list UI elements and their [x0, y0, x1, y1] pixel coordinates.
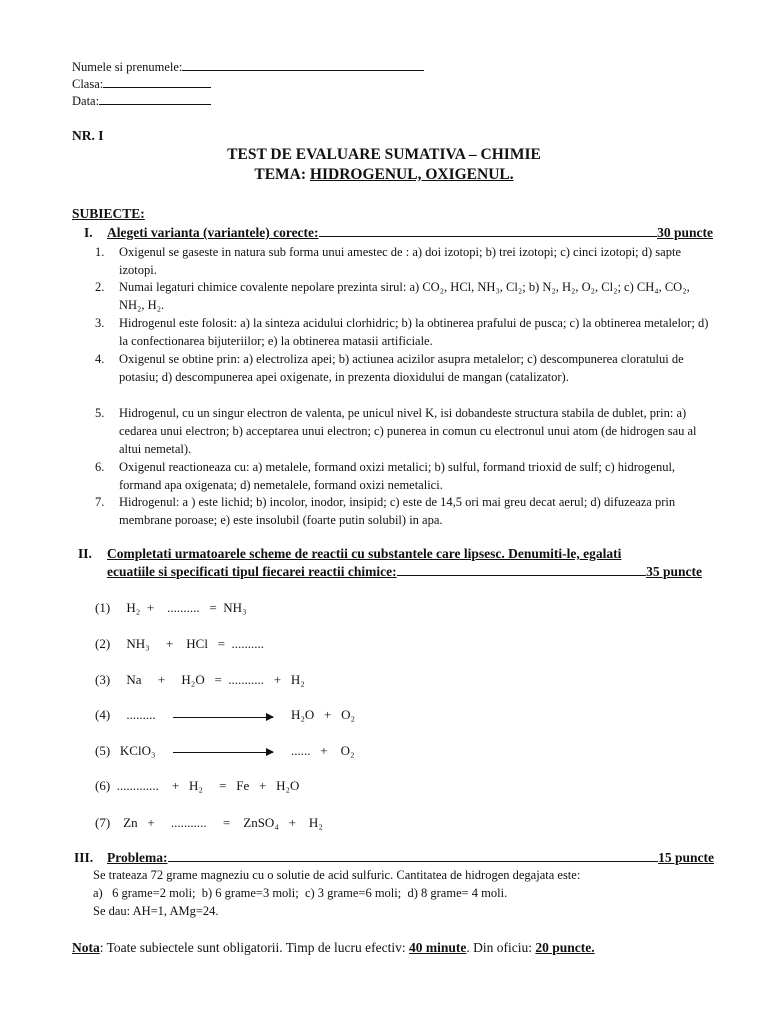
question-text: Oxigenul se gaseste in natura sub forma unui amestec de : a) doi izotopi; b) trei izotopi; c) cinci izotopi; d) sapte izotopi.: [119, 245, 681, 277]
equation-6: (6) ............. + H₂ = Fe + H₂O: [95, 778, 300, 793]
class-field: [72, 75, 211, 92]
equation-7: (7) Zn + ........... = ZnSO₄ + H₂: [95, 815, 323, 830]
section2-title-line1: Completati urmatoarele scheme de reactii cu substantele care lipsesc. Denumiti-le, egalati: [107, 546, 622, 561]
question-text: Oxigenul reactioneaza cu: a) metalele, formand oxizi metalici; b) sulful, formand trioxid de sulf; c) hidrogenul, formand apa oxigenata; d) nemetalele, formand oxizi nemetalici.: [119, 460, 676, 492]
question-text: Hidrogenul este folosit: a) la sinteza acidului clorhidric; b) la obtinerea prafului de pusca; c) la obtinerea metalelor; d) la confectionarea bijuteriilor; e) la obtinerea matasii artificiale.: [119, 316, 709, 348]
question-text: Hidrogenul: a ) este lichid; b) incolor, inodor, insipid; c) este de 14,5 ori mai greu decat aerul; d) difuzeaza prin membrane poroase; e) este insolubil (foarte putin solubil) in apa.: [119, 495, 676, 527]
note-time: 40 minute: [409, 940, 467, 955]
question-text: Numai legaturi chimice covalente nepolare prezinta sirul: a) CO₂, HCl, NH₃, Cl₂; b) N₂, H₂, O₂, Cl₂; c) CH₄, CO₂, NH₂, H₂.: [119, 280, 690, 312]
date-field: [72, 92, 211, 109]
equation-2: (2) NH₃ + HCl = ..........: [95, 636, 265, 651]
question-text: Hidrogenul, cu un singur electron de valenta, pe unicul nivel K, isi dobandeste structura stabila de dublet, prin: a) cedarea unui electron; b) acceptarea unui electron; c) punerea in comun cu electronul unui atom (de hidrogen sau al altui nemetal).: [119, 406, 697, 456]
class-label: Clasa:: [72, 77, 104, 91]
section2-heading: [107, 564, 702, 580]
section2-points: 35 puncte: [646, 564, 702, 579]
section3-points: 15 puncte: [658, 850, 714, 865]
question-1: [95, 243, 715, 279]
section1-title: Alegeti varianta (variantele) corecte:: [107, 225, 319, 240]
section3-roman: III.: [74, 850, 94, 865]
question-number: 1.: [95, 245, 105, 259]
question-number: 6.: [95, 460, 105, 474]
question-5: [95, 404, 715, 458]
test-number: NR. I: [72, 128, 104, 143]
question-number: 4.: [95, 352, 105, 366]
problem-given: Se dau: AH=1, AMg=24.: [93, 904, 219, 918]
section1-heading: [107, 225, 713, 241]
note-line: [72, 940, 595, 956]
question-number: 3.: [95, 316, 105, 330]
question-text: Oxigenul se obtine prin: a) electroliza apei; b) actiunea acizilor asupra metalelor; c) descompunerea cloratului de potasiu; d) descompunerea apei oxigenate, in prezenta dioxidului de mangan (catalizator).: [119, 352, 684, 384]
date-line: [99, 92, 211, 105]
section3-heading: [107, 850, 714, 866]
section2-rule: [397, 564, 646, 576]
problem-statement: Se trateaza 72 grame magneziu cu o solutie de acid sulfuric. Cantitatea de hidrogen degajata este:: [93, 868, 581, 882]
arrow-right-icon: [173, 717, 273, 718]
note-label: Nota: [72, 940, 100, 955]
theme-line: [0, 166, 768, 184]
equation-5: (5) KClO₃: [95, 743, 156, 758]
equation-4: (4) .........: [95, 707, 156, 722]
section2-title-line2: ecuatiile si specificati tipul fiecarei reactii chimice:: [107, 564, 397, 579]
note-text-2: . Din oficiu:: [466, 940, 536, 955]
equation-1: (1) H₂ + .......... = NH₃: [95, 600, 247, 615]
question-number: 7.: [95, 495, 105, 509]
equation-4-products: H₂O + O₂: [291, 707, 356, 722]
question-number: 5.: [95, 406, 105, 420]
theme-title: HIDROGENUL, OXIGENUL.: [309, 166, 514, 183]
subjects-label: SUBIECTE:: [72, 206, 145, 221]
question-7: [95, 493, 715, 529]
arrow-right-icon: [173, 752, 273, 753]
question-2: [95, 278, 715, 314]
name-line: [182, 58, 424, 71]
name-label: Numele si prenumele:: [72, 60, 183, 74]
theme-prefix: TEMA:: [254, 166, 310, 183]
class-line: [103, 75, 211, 88]
question-6: [95, 458, 715, 494]
section3-title: Problema:: [107, 850, 168, 865]
name-field: [72, 58, 424, 75]
section1-points: 30 puncte: [657, 225, 713, 240]
section1-roman: I.: [84, 225, 93, 240]
page-title: TEST DE EVALUARE SUMATIVA – CHIMIE: [227, 146, 541, 163]
problem-options: a) 6 grame=2 moli; b) 6 grame=3 moli; c) 3 grame=6 moli; d) 8 grame= 4 moli.: [93, 886, 508, 900]
section1-rule: [319, 225, 658, 237]
section3-rule: [168, 850, 659, 862]
section2-roman: II.: [78, 546, 92, 561]
note-text-1: : Toate subiectele sunt obligatorii. Timp de lucru efectiv:: [99, 940, 409, 955]
question-4: [95, 350, 715, 386]
date-label: Data:: [72, 94, 100, 108]
question-number: 2.: [95, 280, 105, 294]
equation-3: (3) Na + H₂O = ........... + H₂: [95, 672, 305, 687]
question-3: [95, 314, 715, 350]
note-office-points: 20 puncte.: [535, 940, 595, 955]
equation-5-products: ...... + O₂: [291, 743, 355, 758]
